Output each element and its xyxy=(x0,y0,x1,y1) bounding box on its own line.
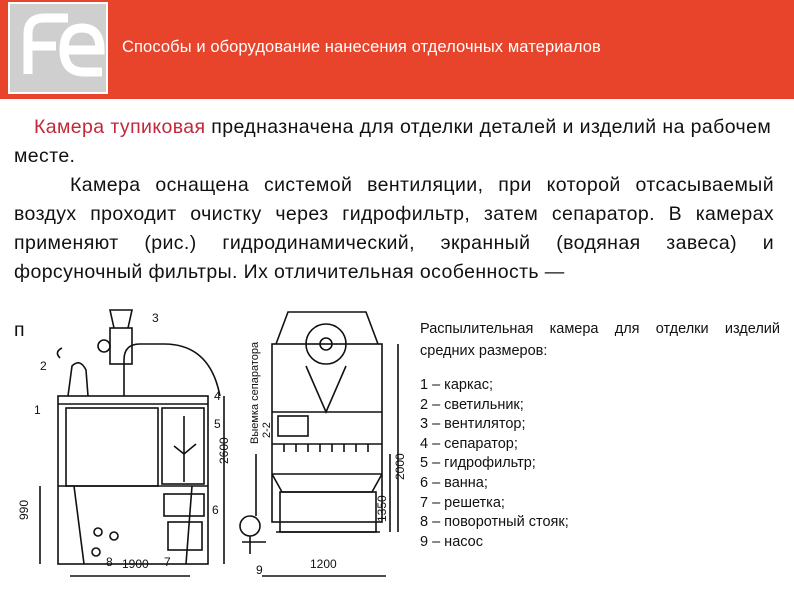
label-6: 6 xyxy=(212,503,219,517)
figure-caption xyxy=(420,318,780,552)
label-3: 3 xyxy=(152,311,159,325)
legend-item: 6 – ванна; xyxy=(420,474,488,491)
cut-off-text: п xyxy=(14,316,44,338)
label-5: 5 xyxy=(214,417,221,431)
legend-item: 9 – насос xyxy=(420,533,483,550)
page-title: Способы и оборудование нанесения отделочных материалов xyxy=(122,38,601,56)
vertical-note-2: 2-2 xyxy=(261,422,273,438)
dim-1350: 1350 xyxy=(375,495,389,522)
label-2: 2 xyxy=(40,359,47,373)
legend-list xyxy=(420,376,780,552)
legend-item: 4 – сепаратор; xyxy=(420,435,518,452)
term-highlight: Камера тупиковая xyxy=(34,116,206,138)
legend-item: 7 – решетка; xyxy=(420,494,505,511)
legend-item: 5 – гидрофильтр; xyxy=(420,455,536,472)
logo xyxy=(8,2,108,94)
label-9: 9 xyxy=(256,563,263,577)
dim-1900: 1900 xyxy=(122,557,149,571)
paragraph-intro xyxy=(14,113,774,171)
dim-1200: 1200 xyxy=(310,557,337,571)
label-8: 8 xyxy=(106,555,113,569)
header-bar xyxy=(0,0,794,99)
legend-item: 2 – светильник; xyxy=(420,396,524,413)
dim-2000: 2000 xyxy=(393,453,407,480)
legend-item: 3 – вентилятор; xyxy=(420,416,526,433)
legend-item: 1 – каркас; xyxy=(420,377,493,393)
spray-booth-drawing xyxy=(14,304,414,590)
legend-item: 8 – поворотный стояк; xyxy=(420,514,569,531)
dim-2600: 2600 xyxy=(217,437,231,464)
paragraph-intro-text: предназначена для отделки деталей и изделий на рабочем месте. xyxy=(14,116,772,167)
dim-990: 990 xyxy=(17,499,31,520)
vertical-note: Выемка сепаратора xyxy=(249,341,261,444)
label-4: 4 xyxy=(214,389,221,403)
paragraph-ventilation: Камера оснащена системой вентиляции, при которой отсасываемый воздух проходит очистку через гидрофильтр, затем сепаратор. В камерах применяют (рис.) гидродинамический, экранный (водяная завеса) и форсуночный фильтры. Их отличительная особенность — xyxy=(14,174,774,283)
label-7: 7 xyxy=(164,555,171,569)
fe-logo-icon xyxy=(10,4,106,92)
label-1: 1 xyxy=(34,403,41,417)
caption-title: Распылительная камера для отделки изделий средних размеров: xyxy=(420,321,780,359)
